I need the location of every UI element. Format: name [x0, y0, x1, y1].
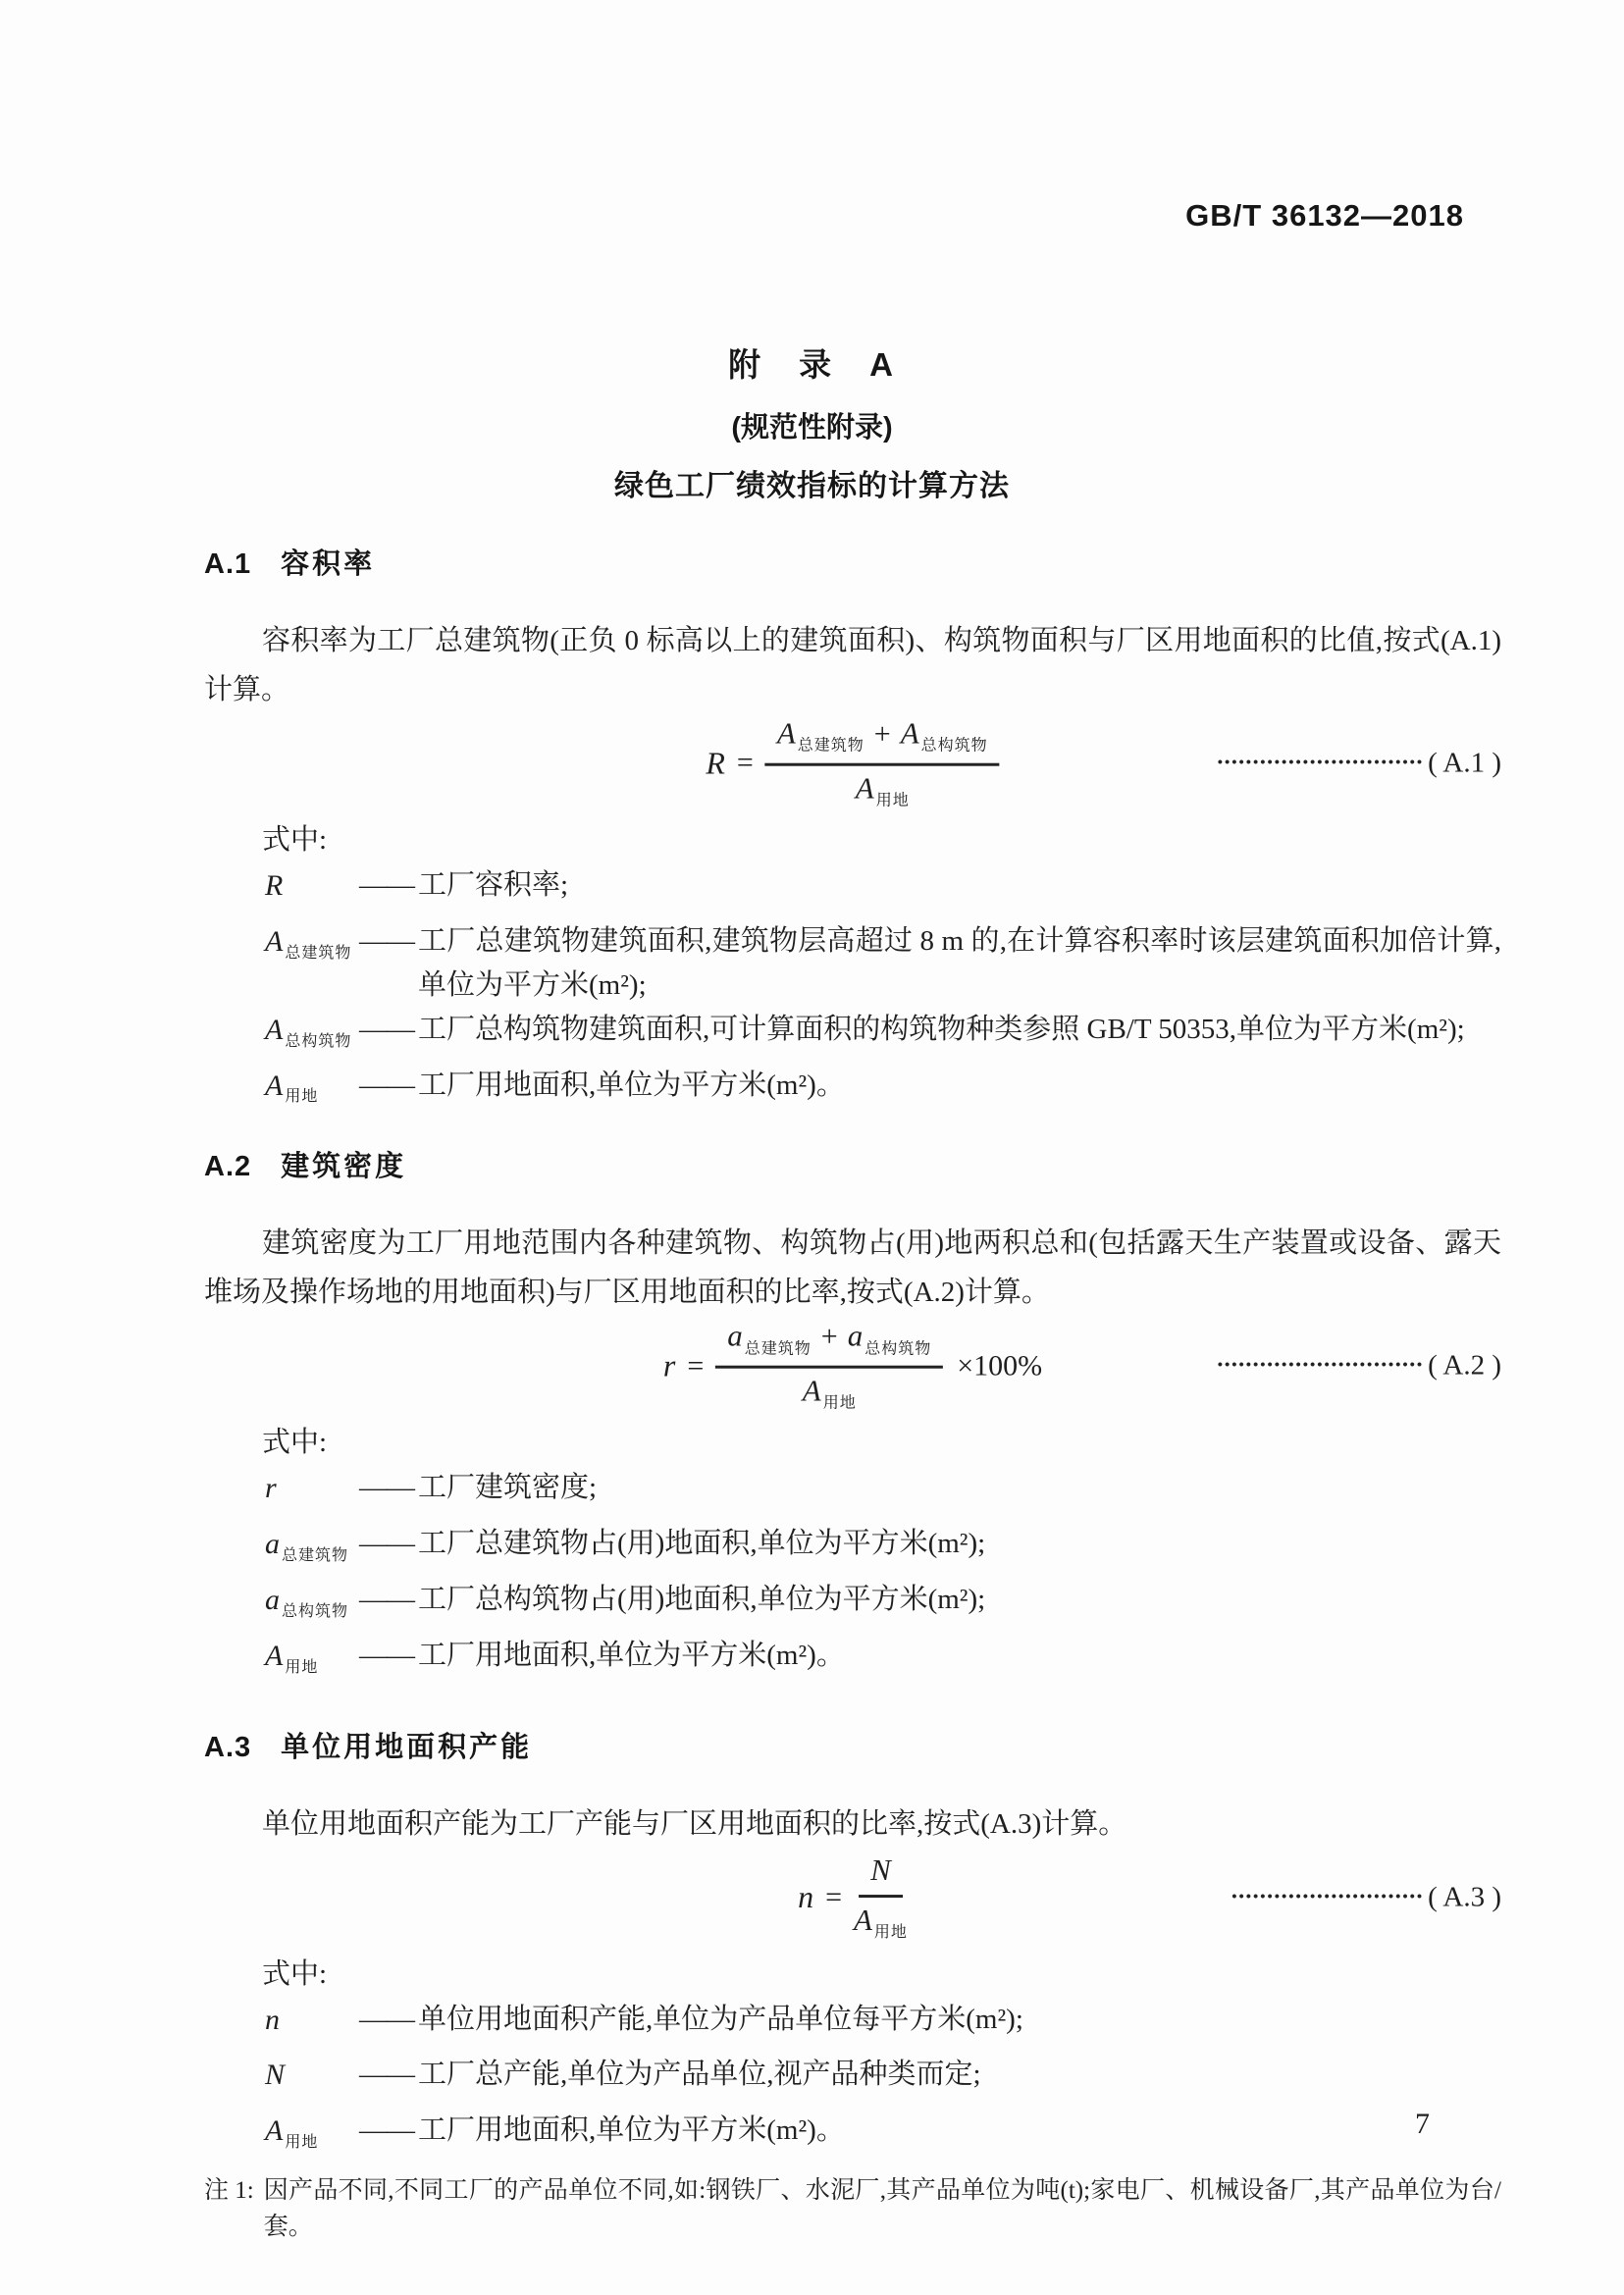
- section-a2-heading: [204, 1148, 1501, 1185]
- document-body: [204, 530, 1501, 2245]
- variable: A: [855, 770, 874, 806]
- formula-a2: [204, 1317, 1501, 1415]
- variable: r: [265, 1472, 277, 1505]
- symbol: [265, 919, 359, 1008]
- variable: a: [727, 1319, 743, 1354]
- note-label: 注 1:: [204, 2176, 254, 2204]
- fraction-numerator: [859, 1853, 903, 1898]
- plus-sign: +: [873, 717, 891, 751]
- where-label: 式中:: [262, 824, 328, 856]
- formula-a3: [204, 1849, 1501, 1947]
- dot-leader: •••••••••••••••••••••••••••••: [1217, 1357, 1425, 1374]
- definition-text: 工厂容积率;: [418, 869, 569, 901]
- section-number: A.3: [204, 1731, 252, 1763]
- plus-sign: +: [820, 1321, 838, 1354]
- fraction-denominator: [854, 1898, 908, 1942]
- definition-row: [204, 1578, 1501, 1634]
- formula-a1-expression: [706, 717, 999, 810]
- variable: a: [847, 1319, 864, 1354]
- formula-a2-expression: [663, 1320, 1042, 1413]
- appendix-label: 附 录 A: [728, 346, 896, 383]
- dash: ——: [359, 2003, 414, 2035]
- variable-subscript: 总建筑物: [797, 737, 864, 755]
- section-a3-intro: 单位用地面积产能为工厂产能与厂区用地面积的比率,按式(A.3)计算。: [262, 1807, 1127, 1840]
- variable-subscript: 总构筑物: [920, 737, 988, 755]
- definition-row: [204, 1998, 1501, 2054]
- note-1: [204, 2172, 1501, 2245]
- dash: ——: [359, 1639, 414, 1671]
- symbol: [265, 2053, 359, 2109]
- definition-text: 工厂总建筑物占(用)地面积,单位为平方米(m²);: [418, 1528, 986, 1560]
- variable-subscript: 总构筑物: [282, 1602, 349, 1620]
- definition-row: [204, 1064, 1501, 1120]
- dot-leader: •••••••••••••••••••••••••••: [1231, 1889, 1425, 1905]
- note-text: 因产品不同,不同工厂的产品单位不同,如:钢铁厂、水泥厂,其产品单位为吨(t);家电厂、机械设备厂,其产品单位为台/套。: [263, 2176, 1501, 2240]
- variable-subscript: 总建筑物: [282, 1546, 349, 1564]
- variable-subscript: 总构筑物: [864, 1340, 932, 1358]
- variable: a: [265, 1583, 280, 1616]
- variable: A: [265, 924, 284, 958]
- fraction: [854, 1853, 908, 1942]
- fraction-denominator: [803, 1369, 857, 1413]
- appendix-type: (规范性附录): [731, 412, 893, 443]
- formula-lhs: R: [706, 745, 725, 781]
- formula-a1-reference: [1218, 748, 1501, 780]
- variable: N: [265, 2059, 286, 2092]
- fraction-denominator: [856, 766, 910, 810]
- dash: ——: [359, 1472, 414, 1504]
- symbol: [265, 863, 359, 919]
- variable: A: [900, 715, 919, 751]
- fraction: [715, 1320, 943, 1413]
- section-number: A.2: [204, 1151, 252, 1183]
- definition-text: 工厂总构筑物占(用)地面积,单位为平方米(m²);: [418, 1583, 986, 1615]
- variable-subscript: 用地: [822, 1395, 857, 1413]
- symbol: [265, 1578, 359, 1634]
- equals-sign: =: [825, 1880, 842, 1913]
- formula-a2-reference: [1218, 1350, 1501, 1382]
- dash: ——: [359, 1013, 414, 1045]
- section-title: 容积率: [281, 548, 376, 580]
- variable: A: [853, 1902, 872, 1937]
- symbol: [265, 1634, 359, 1690]
- formula-number: ( A.2 ): [1428, 1349, 1501, 1382]
- symbol: [265, 1466, 359, 1522]
- page-number: 7: [1415, 2108, 1430, 2140]
- definition-text: 工厂总产能,单位为产品单位,视产品种类而定;: [418, 2059, 981, 2091]
- section-number: A.1: [204, 548, 252, 580]
- definition-text: 工厂总构筑物建筑面积,可计算面积的构筑物种类参照 GB/T 50353,单位为平方米(m²);: [418, 1013, 1465, 1045]
- dash: ——: [359, 2059, 414, 2091]
- variable: A: [802, 1373, 821, 1408]
- symbol: [265, 1064, 359, 1120]
- dash: ——: [359, 1583, 414, 1615]
- where-label: 式中:: [262, 1957, 328, 1990]
- definition-row: [204, 2109, 1501, 2165]
- symbol: [265, 1522, 359, 1578]
- symbol: [265, 2109, 359, 2165]
- variable: n: [265, 2003, 280, 2036]
- definition-row: [204, 1008, 1501, 1064]
- formula-a3-expression: [798, 1853, 908, 1942]
- definition-row: [204, 1522, 1501, 1578]
- fraction-numerator: [715, 1320, 943, 1369]
- section-a3-heading: [204, 1729, 1501, 1766]
- appendix-title-block: [0, 339, 1624, 504]
- dash: ——: [359, 1528, 414, 1560]
- definition-text: 工厂总建筑物建筑面积,建筑物层高超过 8 m 的,在计算容积率时该层建筑面积加倍计算,单位为平方米(m²);: [418, 924, 1501, 1001]
- equals-sign: =: [687, 1349, 705, 1382]
- variable: A: [265, 1013, 284, 1046]
- section-a1-intro: 容积率为工厂总建筑物(正负 0 标高以上的建筑面积)、构筑物面积与厂区用地面积的比值,按式(A.1)计算。: [204, 625, 1501, 705]
- definition-text: 单位用地面积产能,单位为产品单位每平方米(m²);: [418, 2003, 1023, 2035]
- symbol: [265, 1008, 359, 1064]
- variable: A: [265, 2114, 284, 2148]
- symbol: [265, 1998, 359, 2054]
- variable-subscript: 用地: [285, 2133, 319, 2151]
- formula-number: ( A.3 ): [1428, 1881, 1501, 1913]
- variable: a: [265, 1528, 280, 1561]
- formula-number: ( A.1 ): [1428, 747, 1501, 779]
- formula-lhs: r: [662, 1347, 676, 1383]
- definition-row: [204, 863, 1501, 919]
- variable-subscript: 用地: [285, 1088, 319, 1106]
- percent-multiplier: ×100%: [957, 1349, 1043, 1382]
- variable-subscript: 用地: [873, 1923, 908, 1941]
- section-a1-heading: [204, 546, 1501, 583]
- formula-lhs: n: [798, 1879, 814, 1915]
- definition-text: 工厂建筑密度;: [418, 1472, 598, 1504]
- variable-subscript: 总构筑物: [285, 1032, 352, 1050]
- definition-text: 工厂用地面积,单位为平方米(m²)。: [418, 2114, 845, 2147]
- formula-a1: [204, 714, 1501, 812]
- variable-subscript: 用地: [285, 1658, 319, 1676]
- dash: ——: [359, 869, 414, 901]
- dot-leader: •••••••••••••••••••••••••••••: [1217, 755, 1425, 771]
- equals-sign: =: [736, 747, 754, 779]
- definition-text: 工厂用地面积,单位为平方米(m²)。: [418, 1639, 845, 1671]
- variable: A: [265, 1639, 284, 1672]
- dash: ——: [359, 1069, 414, 1101]
- fraction-numerator: [765, 717, 1000, 766]
- section-title: 建筑密度: [281, 1151, 407, 1183]
- document-number: GB/T 36132—2018: [1185, 198, 1464, 233]
- definition-row: [204, 1466, 1501, 1522]
- definition-row: [204, 1634, 1501, 1690]
- section-title: 单位用地面积产能: [281, 1731, 533, 1763]
- variable: N: [870, 1852, 891, 1887]
- dash: ——: [359, 924, 414, 957]
- variable: R: [265, 869, 284, 902]
- definition-row: [204, 2053, 1501, 2109]
- formula-a3-reference: [1231, 1881, 1501, 1913]
- appendix-name: 绿色工厂绩效指标的计算方法: [614, 470, 1010, 502]
- variable-subscript: 总建筑物: [285, 944, 352, 962]
- variable-subscript: 用地: [875, 792, 910, 809]
- variable: A: [265, 1069, 284, 1102]
- fraction: [765, 717, 1000, 810]
- section-a2-intro: 建筑密度为工厂用地范围内各种建筑物、构筑物占(用)地两积总和(包括露天生产装置或设备、露天堆场及操作场地的用地面积)与厂区用地面积的比率,按式(A.2)计算。: [204, 1227, 1501, 1309]
- variable: A: [776, 715, 796, 751]
- where-label: 式中:: [262, 1427, 328, 1459]
- definition-text: 工厂用地面积,单位为平方米(m²)。: [418, 1069, 845, 1101]
- dash: ——: [359, 2114, 414, 2147]
- definition-row: [204, 919, 1501, 1008]
- variable-subscript: 总建筑物: [744, 1340, 812, 1358]
